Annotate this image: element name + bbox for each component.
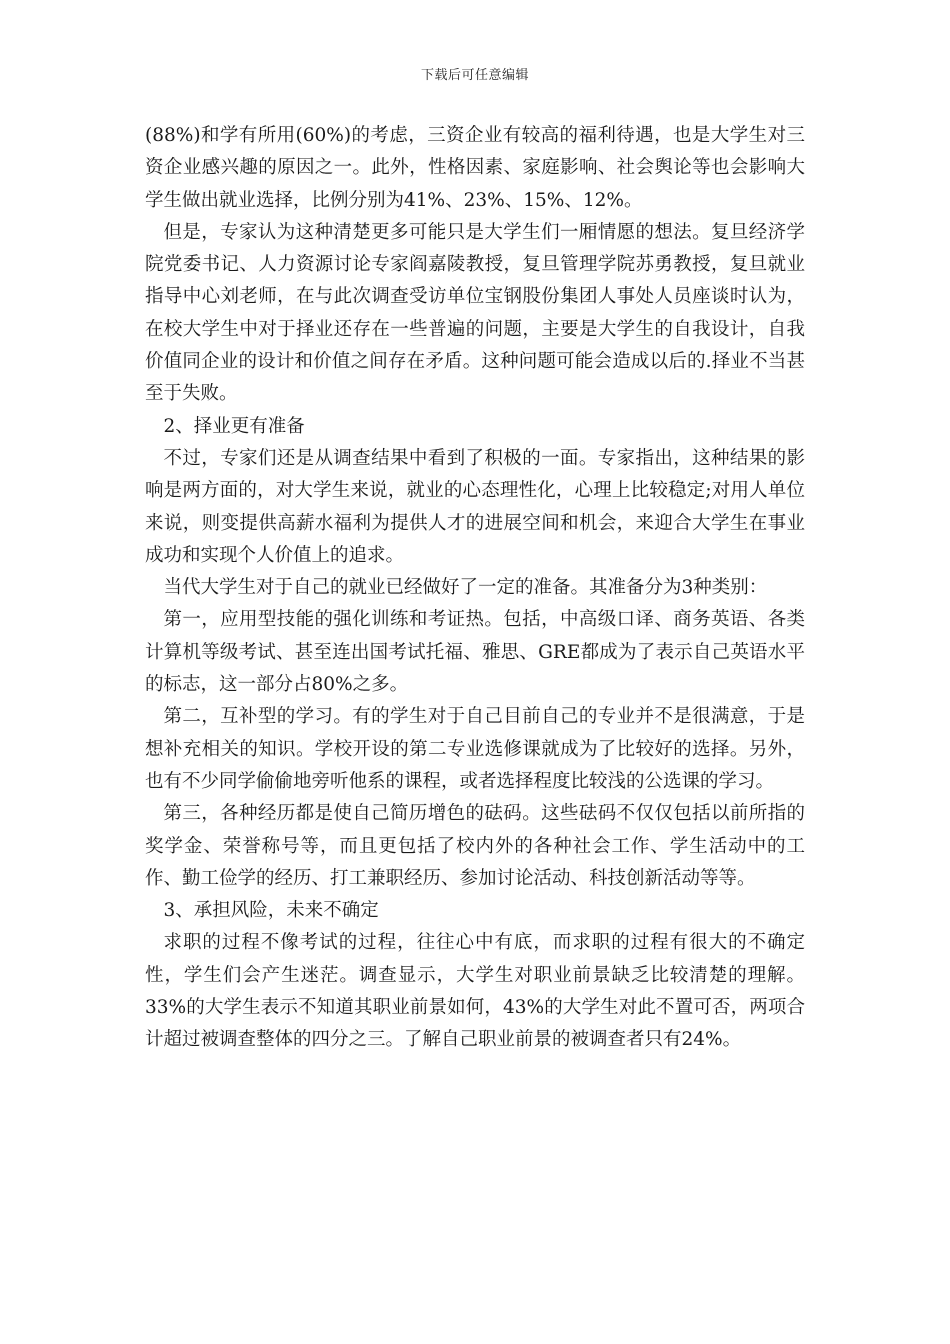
paragraph-4: 当代大学生对于自己的就业已经做好了一定的准备。其准备分为3种类别： <box>163 577 768 599</box>
paragraph-6: 第二，互补型的学习。有的学生对于自己目前自己的专业并不是很满意，于是想补充相关的知识。学校开设的第二专业选修课就成为了比较好的选择。另外，也有不少同学偷偷地旁听他系的课程，或者选择程度比较浅的公选课的学习。 <box>145 706 805 792</box>
header-note: 下载后可任意编辑 <box>420 68 529 83</box>
paragraph-7: 第三，各种经历都是使自己简历增色的砝码。这些砝码不仅仅包括以前所指的奖学金、荣誉称号等，而且更包括了校内外的各种社会工作、学生活动中的工作、勤工俭学的经历、打工兼职经历、参加讨论活动、科技创新活动等等。 <box>145 803 805 889</box>
paragraph-2: 但是，专家认为这种清楚更多可能只是大学生们一厢情愿的想法。复旦经济学院党委书记、人力资源讨论专家阎嘉陵教授，复旦管理学院苏勇教授，复旦就业指导中心刘老师，在与此次调查受访单位宝钢股份集团人事处人员座谈时认为，在校大学生中对于择业还存在一些普遍的问题，主要是大学生的自我设计，自我价值同企业的设计和价值之间存在矛盾。这种问题可能会造成以后的.择业不当甚至于失败。 <box>145 221 805 405</box>
document-body <box>145 120 805 1057</box>
section-heading-3: 3、承担风险，未来不确定 <box>163 900 379 922</box>
paragraph-8: 求职的过程不像考试的过程，往往心中有底，而求职的过程有很大的不确定性，学生们会产生迷茫。调查显示，大学生对职业前景缺乏比较清楚的理解。33%的大学生表示不知道其职业前景如何，43%的大学生对此不置可否，两项合计超过被调查整体的四分之三。了解自己职业前景的被调查者只有24%。 <box>145 932 805 1051</box>
section-heading-2: 2、择业更有准备 <box>163 415 305 437</box>
paragraph-3: 不过，专家们还是从调查结果中看到了积极的一面。专家指出，这种结果的影响是两方面的，对大学生来说，就业的心态理性化，心理上比较稳定;对用人单位来说，则变提供高薪水福利为提供人才的进展空间和机会，来迎合大学生在事业成功和实现个人价值上的追求。 <box>145 447 805 566</box>
paragraph-5: 第一，应用型技能的强化训练和考证热。包括，中高级口译、商务英语、各类计算机等级考试、甚至连出国考试托福、雅思、GRE都成为了表示自己英语水平的标志，这一部分占80%之多。 <box>145 609 805 696</box>
paragraph-1: (88%)和学有所用(60%)的考虑，三资企业有较高的福利待遇，也是大学生对三资企业感兴趣的原因之一。此外，性格因素、家庭影响、社会舆论等也会影响大学生做出就业选择，比例分别为41%、23%、15%、12%。 <box>145 125 805 211</box>
